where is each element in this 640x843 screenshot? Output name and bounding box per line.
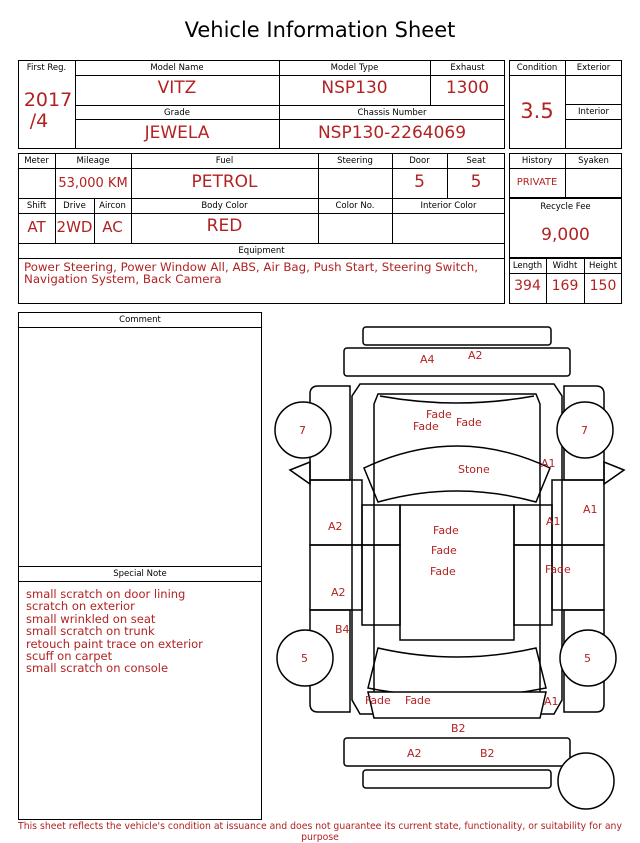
- list-item: small scratch on door lining: [26, 587, 186, 601]
- model-type-label: Model Type: [330, 63, 379, 73]
- height-label: Height: [588, 261, 618, 271]
- chassis-number-label: Chassis Number: [357, 108, 427, 118]
- left-front-door: [310, 480, 362, 545]
- list-item: scuff on carpet: [26, 649, 113, 664]
- front-bumper-upper: [363, 327, 551, 345]
- first-reg-month: /4: [29, 110, 49, 132]
- grade-value: JEWELA: [144, 123, 210, 143]
- right-rear-door-window: [514, 545, 552, 625]
- first-reg-year: 2017: [23, 89, 73, 111]
- spare-tire: [558, 753, 614, 809]
- aircon-value: AC: [102, 218, 123, 236]
- left-mirror: [290, 462, 310, 484]
- model-type-value: NSP130: [321, 78, 388, 98]
- mark-hood-fade-2: Fade: [413, 420, 439, 433]
- body-color-value: RED: [206, 216, 243, 236]
- front-bumper: [344, 348, 570, 376]
- mark-left-door-a2: A2: [328, 520, 343, 533]
- mark-right-fender-a1: A1: [541, 457, 556, 470]
- history-value: PRIVATE: [516, 177, 558, 188]
- left-front-door-window: [362, 505, 400, 545]
- seat-value: 5: [470, 172, 482, 192]
- model-name-value: VITZ: [157, 78, 197, 98]
- equipment-label: Equipment: [238, 246, 285, 256]
- drive-label: Drive: [63, 201, 86, 211]
- recycle-fee-label: Recycle Fee: [540, 202, 591, 212]
- mark-right-rear-door-fade: Fade: [545, 563, 571, 576]
- list-item: small scratch on console: [26, 661, 169, 676]
- width-value: 169: [551, 278, 579, 294]
- mark-right-mirror-a1: A1: [583, 503, 598, 516]
- list-item: small scratch on trunk: [26, 624, 155, 639]
- length-value: 394: [514, 278, 541, 294]
- mark-trunk-b2: B2: [451, 722, 466, 735]
- grade-label: Grade: [164, 108, 190, 118]
- disclaimer-footer: This sheet reflects the vehicle's condition at issuance and does not guarantee its current state, functionality, or suitability for any purpose: [18, 821, 622, 843]
- condition-score: 3.5: [520, 99, 554, 123]
- rear-window: [368, 648, 546, 697]
- drive-value: 2WD: [56, 218, 93, 236]
- color-no-label: Color No.: [335, 201, 375, 211]
- right-rear-door: [552, 545, 604, 610]
- mark-tire-rear-right: 5: [584, 652, 591, 665]
- length-label: Length: [512, 261, 543, 271]
- steering-label: Steering: [337, 156, 373, 166]
- comment-label: Comment: [119, 315, 161, 325]
- height-value: 150: [589, 278, 617, 294]
- seat-label: Seat: [466, 156, 486, 166]
- interior-label: Interior: [577, 107, 609, 117]
- mark-front-bumper-a2: A2: [468, 349, 483, 362]
- mileage-label: Mileage: [76, 156, 110, 166]
- special-note-label: Special Note: [113, 569, 167, 579]
- rear-bumper-lower: [363, 770, 551, 788]
- meter-label: Meter: [24, 156, 49, 166]
- mark-left-quarter-b4: B4: [335, 623, 350, 636]
- mark-roof-fade-3: Fade: [430, 565, 456, 578]
- mark-hood-fade-1: Fade: [426, 408, 452, 421]
- mark-left-rear-door-a2: A2: [331, 586, 346, 599]
- model-name-label: Model Name: [150, 63, 204, 73]
- fuel-value: PETROL: [191, 172, 258, 192]
- mark-windshield-stone: Stone: [458, 463, 490, 476]
- exhaust-value: 1300: [445, 78, 490, 98]
- fuel-label: Fuel: [215, 156, 234, 166]
- windshield: [364, 446, 550, 502]
- door-label: Door: [409, 156, 430, 166]
- mark-tire-front-left: 7: [299, 424, 306, 437]
- chassis-number-value: NSP130-2264069: [317, 123, 467, 143]
- mark-trunk-fade-1: Fade: [365, 694, 391, 707]
- body-color-label: Body Color: [201, 201, 248, 211]
- rear-bumper: [344, 738, 570, 766]
- mark-trunk-fade-2: Fade: [405, 694, 431, 707]
- mark-tire-rear-left: 5: [301, 652, 308, 665]
- mark-roof-fade-1: Fade: [433, 524, 459, 537]
- mark-rear-bumper-a2: A2: [407, 747, 422, 760]
- left-rear-door-window: [362, 545, 400, 625]
- mark-right-quarter-a1: A1: [544, 695, 559, 708]
- exhaust-label: Exhaust: [450, 63, 485, 73]
- mark-right-door-a1: A1: [546, 515, 561, 528]
- history-label: History: [521, 156, 553, 166]
- door-value: 5: [414, 172, 425, 192]
- mileage-value: 53,000 KM: [58, 176, 128, 191]
- list-item: retouch paint trace on exterior: [26, 636, 203, 651]
- first-reg-label: First Reg.: [26, 63, 67, 73]
- mark-front-bumper-a4: A4: [420, 353, 435, 366]
- mark-tire-front-right: 7: [581, 424, 588, 437]
- trunk: [368, 692, 546, 718]
- aircon-label: Aircon: [99, 201, 126, 211]
- shift-value: AT: [27, 218, 46, 236]
- mark-rear-bumper-b2: B2: [480, 747, 495, 760]
- list-item: small wrinkled on seat: [26, 611, 156, 626]
- mark-hood-fade-3: Fade: [456, 416, 482, 429]
- exterior-label: Exterior: [576, 63, 611, 73]
- syaken-label: Syaken: [578, 156, 609, 166]
- condition-label: Condition: [516, 63, 558, 73]
- interior-color-label: Interior Color: [420, 201, 477, 211]
- recycle-fee-value: 9,000: [541, 225, 590, 245]
- left-rear-door: [310, 545, 362, 610]
- width-label: Widht: [552, 261, 578, 271]
- right-mirror: [604, 462, 624, 484]
- equipment-value: Power Steering, Power Window All, ABS, Air Bag, Push Start, Steering Switch, Navigation System, Back Camera: [24, 260, 478, 286]
- list-item: scratch on exterior: [26, 599, 135, 614]
- mark-roof-fade-2: Fade: [431, 544, 457, 557]
- page-title: Vehicle Information Sheet: [184, 18, 456, 42]
- shift-label: Shift: [26, 201, 47, 211]
